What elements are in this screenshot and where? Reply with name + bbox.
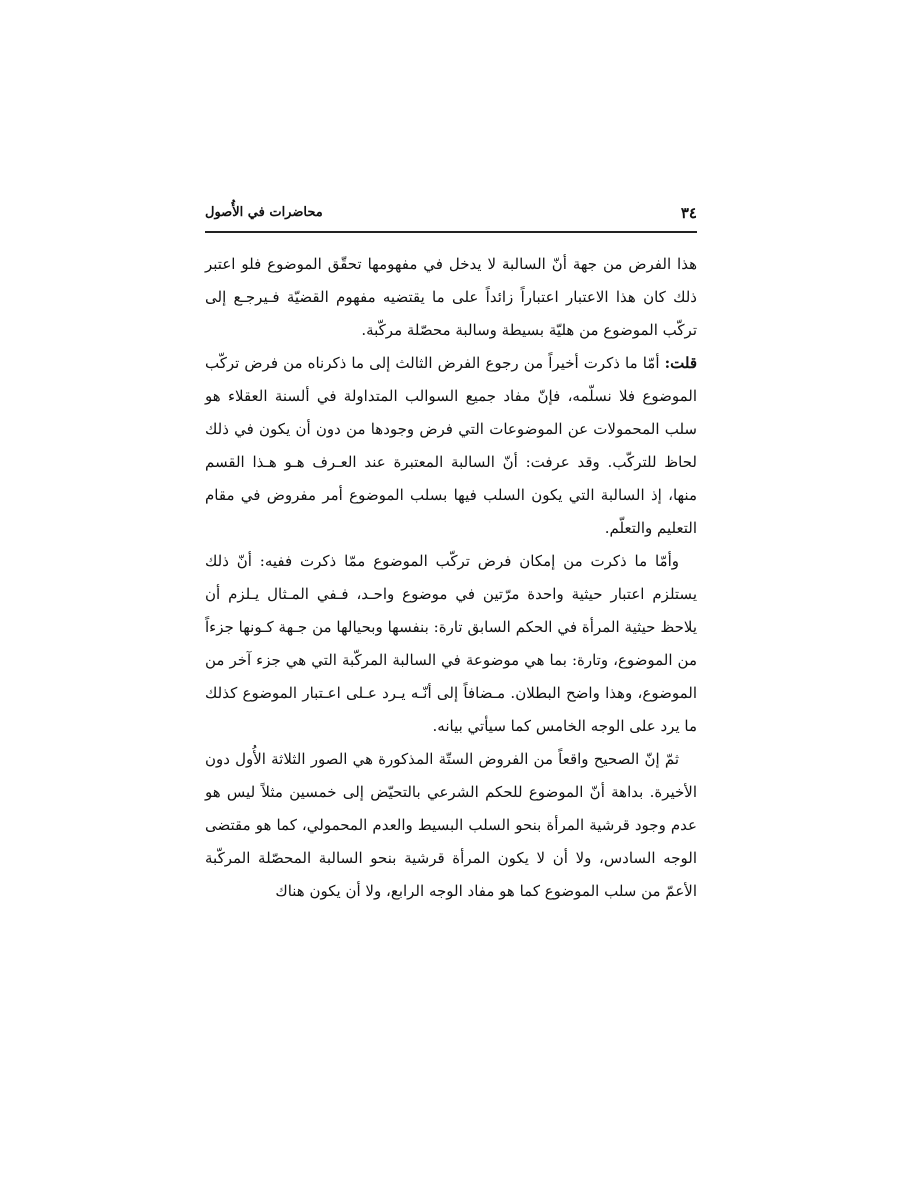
page-number: ٣٤ (680, 204, 697, 222)
paragraph-2-text: أمّا ما ذكرت أخيراً من رجوع الفرض الثالث إلى ما ذكرناه من فرض تركّب الموضوع فلا نسلّمه، فإنّ مفاد جميع السوالب المتداولة في ألسنة العقلاء هو سلب المحمولات عن الموضوعات التي فرض وجودها من دون أن يكون في ذلك لحاظ للتركّب. وقد عرفت: أنّ السالبة المعتبرة عند العـرف هـو هـذا القسم منها، إذ السالبة التي يكون السلب فيها بسلب الموضوع أمر مفروض في مقام التعليم والتعلّم. (205, 354, 697, 537)
paragraph-2 (205, 347, 697, 545)
header-divider (205, 231, 697, 233)
page-body (205, 248, 697, 908)
running-header (205, 202, 697, 228)
paragraph-2-lead: قلت: (664, 354, 697, 372)
paragraph-3: وأمّا ما ذكرت من إمكان فرض تركّب الموضوع ممّا ذكرت ففيه: أنّ ذلك يستلزم اعتبار حيثية واحدة مرّتين في موضوع واحـد، فـفي المـثال يـلزم أن يلاحظ حيثية المرأة في الحكم السابق تارة: بنفسها وبحيالها من جـهة كـونها جزءاً من الموضوع، وتارة: بما هي موضوعة في السالبة المركّبة التي هي جزء آخر من الموضوع، وهذا واضح البطلان. مـضافاً إلى أنّـه يـرد عـلى اعـتبار الموضوع كذلك ما يرد على الوجه الخامس كما سيأتي بيانه. (205, 552, 697, 735)
paragraph-1: هذا الفرض من جهة أنّ السالبة لا يدخل في مفهومها تحقّق الموضوع فلو اعتبر ذلك كان هذا الاعتبار اعتباراً زائداً على ما يقتضيه مفهوم القضيّة فـيرجـع إلى تركّب الموضوع من هليّة بسيطة وسالبة محصّلة مركّبة. (205, 255, 697, 339)
paragraph-4: ثمّ إنّ الصحيح واقعاً من الفروض الستّة المذكورة هي الصور الثلاثة الأُول دون الأخيرة. بداهة أنّ الموضوع للحكم الشرعي بالتحيّض إلى خمسين مثلاً ليس هو عدم وجود قرشية المرأة بنحو السلب البسيط والعدم المحمولي، كما هو مقتضى الوجه السادس، ولا أن لا يكون المرأة قرشية بنحو السالبة المحصّلة المركّبة الأعمّ من سلب الموضوع كما هو مفاد الوجه الرابع، ولا أن يكون هناك (205, 750, 697, 900)
book-title: محاضرات في الأُصول (205, 205, 323, 220)
